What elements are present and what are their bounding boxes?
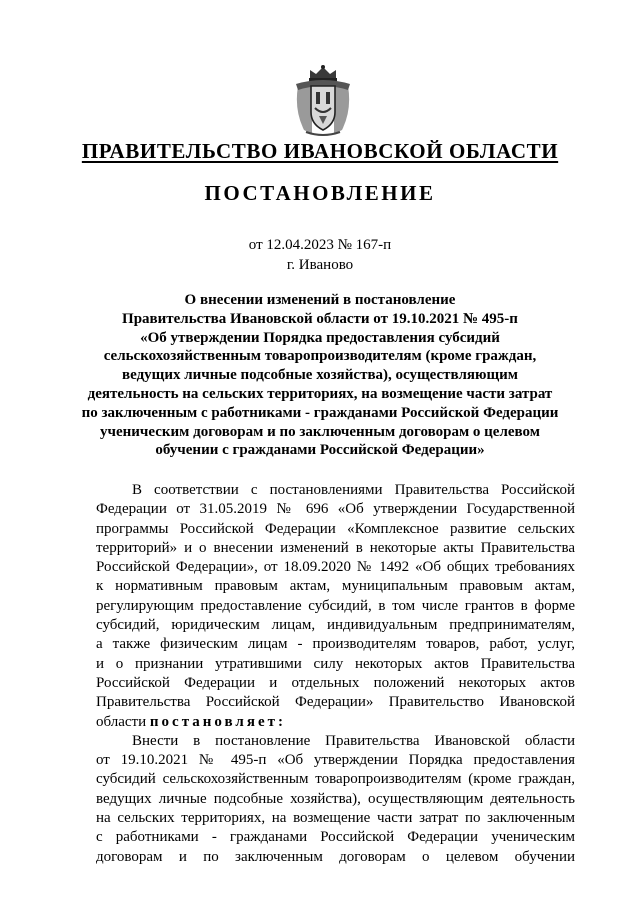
title-line: ведущих личные подсобные хозяйства), осуществляющим [122, 367, 518, 384]
body-line: к нормативным правовым актам, муниципальным правовым актам, [96, 578, 575, 595]
title-line: по заключенным с работниками - гражданами Российской Федерации [81, 404, 559, 421]
body-line: Российской Федерации», от 18.09.2020 № 1492 «Об общих требованиях [96, 559, 575, 576]
document-title [80, 291, 560, 460]
body-line: регулирующим предоставление субсидий, в том числе грантов в форме [96, 597, 575, 614]
body-line: на сельских территориях, на возмещение части затрат по заключенным [96, 810, 575, 827]
organization-name: ПРАВИТЕЛЬСТВО ИВАНОВСКОЙ ОБЛАСТИ [81, 139, 559, 163]
body-line: Федерации от 31.05.2019 № 696 «Об утверждении Государственной [96, 501, 575, 518]
body-line: договорам и по заключенным договорам о целевом обучении [96, 848, 575, 865]
body-line: субсидий, юридическим лицам, индивидуальным предпринимателям, [96, 617, 575, 634]
resolve-word: постановляет: [149, 713, 286, 730]
title-line: обучении с гражданами Российской Федерации» [155, 442, 485, 459]
document-type: ПОСТАНОВЛЕНИЕ [204, 181, 436, 205]
body-line: от 19.10.2021 № 495-п «Об утверждении Порядка предоставления [96, 752, 575, 769]
body-line: Российской Федерации и отдельных положений некоторых актов [96, 674, 575, 691]
document-city: г. Иваново [286, 257, 354, 273]
title-line: ученическим договорам и по заключенным договорам о целевом [100, 423, 540, 440]
body-line: Правительства Российской Федерации» Правительство Ивановской [96, 694, 575, 711]
body-line: Внести в постановление Правительства Ивановской области [132, 732, 575, 749]
body-line: и о признании утратившими силу некоторых актов Правительства [96, 655, 575, 672]
body-line: ведущих личные подсобные хозяйства), осуществляющим деятельность [96, 790, 575, 807]
body-text: области [96, 713, 147, 730]
body-line: В соответствии с постановлениями Правительства Российской [132, 482, 575, 498]
title-line: деятельность на сельских территориях, на возмещение части затрат [87, 385, 553, 402]
title-line: О внесении изменений в постановление [184, 292, 456, 308]
body-line: программы Российской Федерации «Комплексное развитие сельских [96, 520, 575, 537]
body-line: территорий» и о внесении изменений в некоторые акты Правительства [96, 539, 575, 556]
body-line [96, 713, 575, 732]
body-line: а также физическим лицам - производителям товаров, работ, услуг, [96, 636, 575, 653]
body-line: субсидий сельскохозяйственным товаропроизводителям (кроме граждан, [96, 771, 575, 788]
title-line: Правительства Ивановской области от 19.10.2021 № 495-п [122, 310, 518, 327]
document-body [96, 481, 575, 867]
document-date-number: от 12.04.2023 № 167-п [248, 237, 392, 253]
body-line: с работниками - гражданами Российской Федерации ученическим [96, 829, 575, 846]
title-line: сельскохозяйственным товаропроизводителям (кроме граждан, [103, 348, 537, 365]
coat-of-arms-icon [292, 64, 354, 138]
title-line: «Об утверждении Порядка предоставления субсидий [140, 329, 500, 346]
